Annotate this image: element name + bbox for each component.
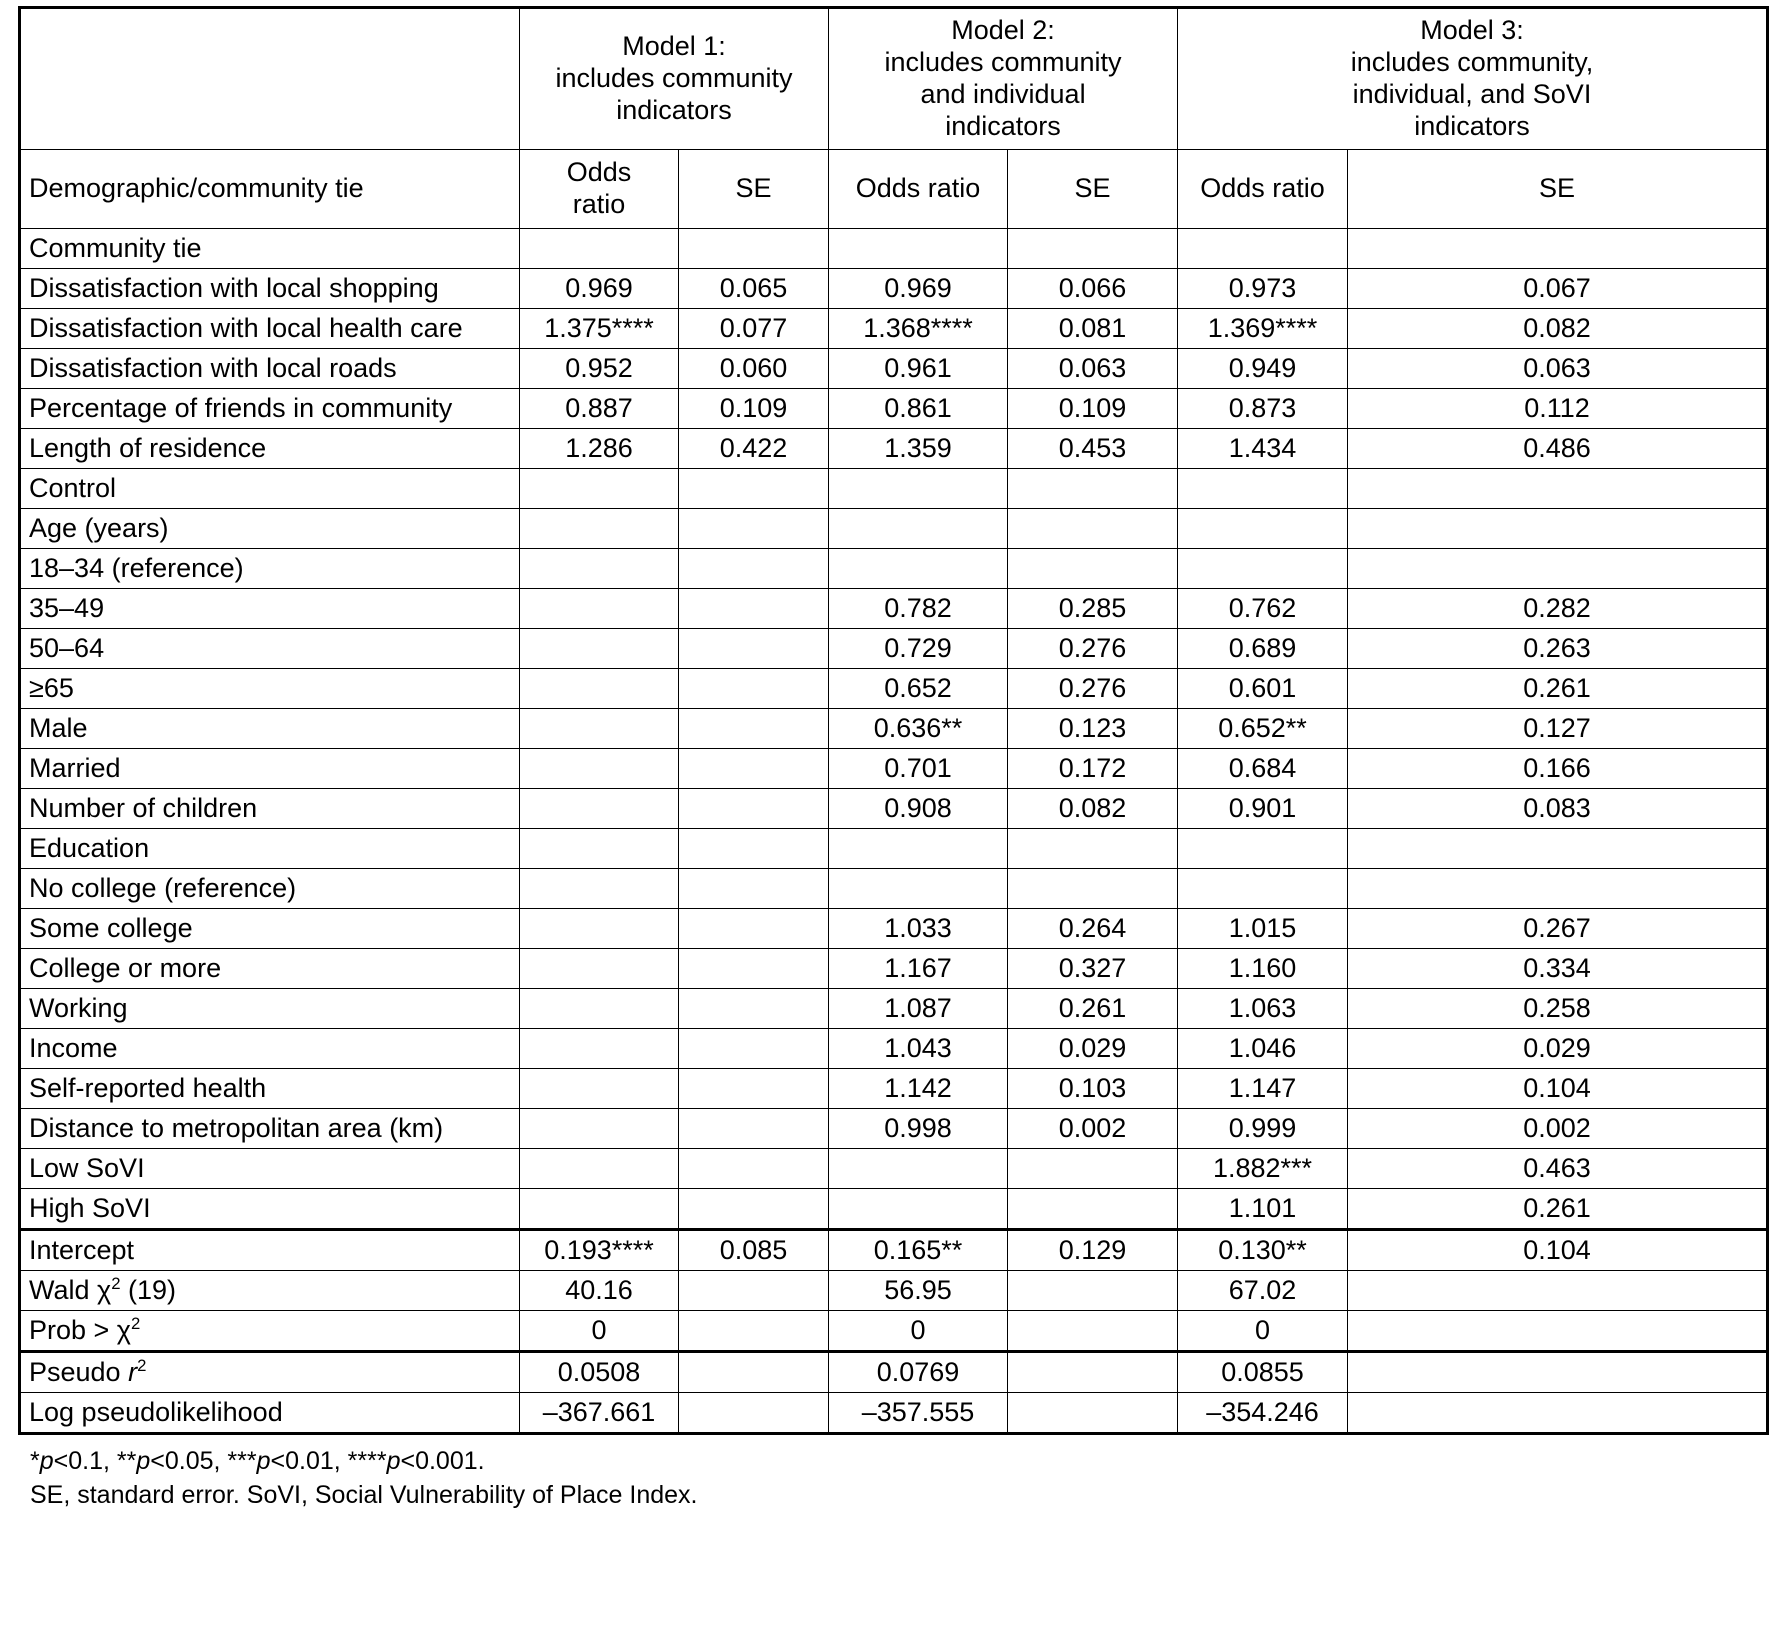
- cell-value: [520, 709, 679, 749]
- cell-value: 0.166: [1348, 749, 1768, 789]
- cell-value: [679, 1352, 829, 1393]
- cell-value: 0.276: [1008, 669, 1178, 709]
- row-label: Length of residence: [20, 429, 520, 469]
- cell-value: [679, 589, 829, 629]
- cell-value: 1.147: [1178, 1069, 1348, 1109]
- cell-value: [679, 509, 829, 549]
- row-label: 35–49: [20, 589, 520, 629]
- cell-value: [1008, 1149, 1178, 1189]
- cell-value: [520, 789, 679, 829]
- cell-value: [1008, 509, 1178, 549]
- row-label: Some college: [20, 909, 520, 949]
- cell-value: [1008, 1271, 1178, 1311]
- table-row: [20, 349, 1768, 389]
- cell-value: 0.267: [1348, 909, 1768, 949]
- table-row: [20, 1311, 1768, 1352]
- cell-value: [679, 1109, 829, 1149]
- cell-value: [679, 1271, 829, 1311]
- cell-value: [829, 549, 1008, 589]
- cell-value: 0.029: [1008, 1029, 1178, 1069]
- cell-value: [520, 829, 679, 869]
- row-label: Male: [20, 709, 520, 749]
- subheader-row: [20, 150, 1768, 229]
- cell-value: 1.063: [1178, 989, 1348, 1029]
- cell-value: [679, 1189, 829, 1230]
- table-header: [20, 8, 1768, 229]
- row-label: No college (reference): [20, 869, 520, 909]
- table-row: [20, 1149, 1768, 1189]
- table-row: [20, 1352, 1768, 1393]
- cell-value: [520, 669, 679, 709]
- cell-value: 0.067: [1348, 269, 1768, 309]
- cell-value: 0.636**: [829, 709, 1008, 749]
- row-label: Percentage of friends in community: [20, 389, 520, 429]
- cell-value: 0.104: [1348, 1230, 1768, 1271]
- cell-value: 0.002: [1348, 1109, 1768, 1149]
- cell-value: 56.95: [829, 1271, 1008, 1311]
- model-3-header: Model 3: includes community, individual, and SoVI indicators: [1178, 8, 1768, 150]
- cell-value: [679, 949, 829, 989]
- cell-value: –357.555: [829, 1393, 1008, 1434]
- cell-value: 0.082: [1348, 309, 1768, 349]
- cell-value: [520, 469, 679, 509]
- table-row: [20, 989, 1768, 1029]
- cell-value: 0.193****: [520, 1230, 679, 1271]
- cell-value: [679, 469, 829, 509]
- cell-value: [679, 829, 829, 869]
- table-row: [20, 669, 1768, 709]
- cell-value: 0.689: [1178, 629, 1348, 669]
- cell-value: [829, 1149, 1008, 1189]
- row-label: 50–64: [20, 629, 520, 669]
- cell-value: [679, 1149, 829, 1189]
- row-label: Income: [20, 1029, 520, 1069]
- cell-value: [679, 1311, 829, 1352]
- row-label: Dissatisfaction with local roads: [20, 349, 520, 389]
- cell-value: 1.015: [1178, 909, 1348, 949]
- cell-value: –367.661: [520, 1393, 679, 1434]
- table-row: [20, 1109, 1768, 1149]
- cell-value: 0.065: [679, 269, 829, 309]
- cell-value: 0.285: [1008, 589, 1178, 629]
- cell-value: 1.375****: [520, 309, 679, 349]
- cell-value: [1008, 869, 1178, 909]
- cell-value: 0.258: [1348, 989, 1768, 1029]
- cell-value: [1008, 229, 1178, 269]
- footnote-significance: *p<0.1, **p<0.05, ***p<0.01, ****p<0.001.: [30, 1447, 485, 1475]
- cell-value: 0.453: [1008, 429, 1178, 469]
- cell-value: [829, 869, 1008, 909]
- row-label: Number of children: [20, 789, 520, 829]
- model-header-row: [20, 8, 1768, 150]
- row-label: Dissatisfaction with local shopping: [20, 269, 520, 309]
- cell-value: [1348, 1311, 1768, 1352]
- model-1-header: Model 1: includes community indicators: [520, 8, 829, 150]
- cell-value: 0.276: [1008, 629, 1178, 669]
- table-row: [20, 1069, 1768, 1109]
- cell-value: [1178, 869, 1348, 909]
- row-label: Self-reported health: [20, 1069, 520, 1109]
- cell-value: 0.327: [1008, 949, 1178, 989]
- cell-value: [1348, 829, 1768, 869]
- cell-value: [1348, 469, 1768, 509]
- cell-value: 0.782: [829, 589, 1008, 629]
- cell-value: [679, 709, 829, 749]
- cell-value: 0.066: [1008, 269, 1178, 309]
- cell-value: [829, 469, 1008, 509]
- row-label: Dissatisfaction with local health care: [20, 309, 520, 349]
- row-label: Working: [20, 989, 520, 1029]
- cell-value: [679, 909, 829, 949]
- row-label: Control: [20, 469, 520, 509]
- cell-value: 1.046: [1178, 1029, 1348, 1069]
- cell-value: 40.16: [520, 1271, 679, 1311]
- cell-value: 0.969: [520, 269, 679, 309]
- cell-value: 1.369****: [1178, 309, 1348, 349]
- table-row: [20, 909, 1768, 949]
- cell-value: [679, 989, 829, 1029]
- row-label: ≥65: [20, 669, 520, 709]
- cell-value: [679, 229, 829, 269]
- table-row: [20, 589, 1768, 629]
- cell-value: [1008, 549, 1178, 589]
- cell-value: 0.282: [1348, 589, 1768, 629]
- cell-value: 0.961: [829, 349, 1008, 389]
- cell-value: 0: [520, 1311, 679, 1352]
- cell-value: 0.0855: [1178, 1352, 1348, 1393]
- table-row: [20, 1271, 1768, 1311]
- cell-value: [520, 589, 679, 629]
- cell-value: [1348, 549, 1768, 589]
- cell-value: 0.112: [1348, 389, 1768, 429]
- cell-value: [520, 1069, 679, 1109]
- header-corner-blank: [20, 8, 520, 150]
- cell-value: [1348, 509, 1768, 549]
- cell-value: 0.081: [1008, 309, 1178, 349]
- cell-value: 0.063: [1008, 349, 1178, 389]
- cell-value: [829, 509, 1008, 549]
- cell-value: –354.246: [1178, 1393, 1348, 1434]
- cell-value: 0.060: [679, 349, 829, 389]
- cell-value: 1.359: [829, 429, 1008, 469]
- cell-value: 1.368****: [829, 309, 1008, 349]
- table-row: [20, 629, 1768, 669]
- cell-value: 0.334: [1348, 949, 1768, 989]
- cell-value: [520, 1149, 679, 1189]
- cell-value: 1.142: [829, 1069, 1008, 1109]
- cell-value: 0.949: [1178, 349, 1348, 389]
- cell-value: 0.104: [1348, 1069, 1768, 1109]
- row-label: Log pseudolikelihood: [20, 1393, 520, 1434]
- cell-value: 0.762: [1178, 589, 1348, 629]
- cell-value: 0.952: [520, 349, 679, 389]
- cell-value: 0.127: [1348, 709, 1768, 749]
- table-row: [20, 829, 1768, 869]
- cell-value: [1008, 1393, 1178, 1434]
- cell-value: 0.901: [1178, 789, 1348, 829]
- row-label: 18–34 (reference): [20, 549, 520, 589]
- cell-value: 0.129: [1008, 1230, 1178, 1271]
- cell-value: 1.286: [520, 429, 679, 469]
- cell-value: 0.0508: [520, 1352, 679, 1393]
- cell-value: 1.043: [829, 1029, 1008, 1069]
- table-row: [20, 309, 1768, 349]
- cell-value: [520, 989, 679, 1029]
- m3-odds-ratio-header: Odds ratio: [1178, 150, 1348, 229]
- cell-value: 0.861: [829, 389, 1008, 429]
- cell-value: [520, 869, 679, 909]
- cell-value: 0.109: [1008, 389, 1178, 429]
- table-row: [20, 549, 1768, 589]
- cell-value: 0.463: [1348, 1149, 1768, 1189]
- cell-value: [520, 1109, 679, 1149]
- m3-se-header: SE: [1348, 150, 1768, 229]
- cell-value: 0.264: [1008, 909, 1178, 949]
- table-footnotes: [18, 1445, 1766, 1512]
- cell-value: [1178, 229, 1348, 269]
- cell-value: [1008, 1352, 1178, 1393]
- cell-value: 0.684: [1178, 749, 1348, 789]
- cell-value: 0: [829, 1311, 1008, 1352]
- cell-value: [679, 789, 829, 829]
- cell-value: [679, 1029, 829, 1069]
- m1-se-header: SE: [679, 150, 829, 229]
- table-row: [20, 469, 1768, 509]
- cell-value: 0.652**: [1178, 709, 1348, 749]
- cell-value: [520, 1029, 679, 1069]
- cell-value: 0.083: [1348, 789, 1768, 829]
- cell-value: 1.101: [1178, 1189, 1348, 1230]
- table-row: [20, 269, 1768, 309]
- cell-value: 0.908: [829, 789, 1008, 829]
- table-row: [20, 869, 1768, 909]
- cell-value: [520, 229, 679, 269]
- cell-value: [1178, 829, 1348, 869]
- cell-value: [679, 629, 829, 669]
- cell-value: [520, 909, 679, 949]
- cell-value: [1178, 509, 1348, 549]
- regression-results-table: [18, 6, 1769, 1435]
- cell-value: [679, 869, 829, 909]
- cell-value: [1008, 469, 1178, 509]
- cell-value: 0.130**: [1178, 1230, 1348, 1271]
- cell-value: [1348, 1352, 1768, 1393]
- cell-value: 0.263: [1348, 629, 1768, 669]
- cell-value: 1.434: [1178, 429, 1348, 469]
- cell-value: 1.882***: [1178, 1149, 1348, 1189]
- table-row: [20, 949, 1768, 989]
- row-label: Married: [20, 749, 520, 789]
- m1-odds-ratio-header: Odds ratio: [520, 150, 679, 229]
- cell-value: [679, 549, 829, 589]
- row-label: Distance to metropolitan area (km): [20, 1109, 520, 1149]
- cell-value: [679, 1069, 829, 1109]
- cell-value: 0.109: [679, 389, 829, 429]
- cell-value: [829, 829, 1008, 869]
- cell-value: 0.063: [1348, 349, 1768, 389]
- cell-value: 0.422: [679, 429, 829, 469]
- cell-value: 0.0769: [829, 1352, 1008, 1393]
- m2-se-header: SE: [1008, 150, 1178, 229]
- row-label: Community tie: [20, 229, 520, 269]
- cell-value: [829, 1189, 1008, 1230]
- cell-value: [1178, 469, 1348, 509]
- cell-value: 0.729: [829, 629, 1008, 669]
- model-2-header: Model 2: includes community and individual indicators: [829, 8, 1178, 150]
- table-row: [20, 1029, 1768, 1069]
- cell-value: [1348, 1393, 1768, 1434]
- cell-value: 0.601: [1178, 669, 1348, 709]
- cell-value: 0.103: [1008, 1069, 1178, 1109]
- cell-value: 0.123: [1008, 709, 1178, 749]
- row-label: Wald $\chi^2$ (19): [20, 1271, 520, 1311]
- table-row: [20, 1189, 1768, 1230]
- cell-value: 0.172: [1008, 749, 1178, 789]
- cell-value: 0.261: [1348, 669, 1768, 709]
- table-row: [20, 789, 1768, 829]
- cell-value: 1.087: [829, 989, 1008, 1029]
- cell-value: [679, 1393, 829, 1434]
- cell-value: 0.261: [1348, 1189, 1768, 1230]
- cell-value: [1008, 1311, 1178, 1352]
- cell-value: 0.887: [520, 389, 679, 429]
- cell-value: 0.077: [679, 309, 829, 349]
- cell-value: [1178, 549, 1348, 589]
- cell-value: 0.082: [1008, 789, 1178, 829]
- row-label: Age (years): [20, 509, 520, 549]
- table-row: [20, 389, 1768, 429]
- cell-value: 0.998: [829, 1109, 1008, 1149]
- cell-value: 0.029: [1348, 1029, 1768, 1069]
- cell-value: [679, 749, 829, 789]
- cell-value: 0.999: [1178, 1109, 1348, 1149]
- row-label: High SoVI: [20, 1189, 520, 1230]
- row-label: Prob > $\chi^2$: [20, 1311, 520, 1352]
- row-label: Education: [20, 829, 520, 869]
- cell-value: 0: [1178, 1311, 1348, 1352]
- row-label: College or more: [20, 949, 520, 989]
- cell-value: 0.969: [829, 269, 1008, 309]
- table-row: [20, 1230, 1768, 1271]
- cell-value: 0.486: [1348, 429, 1768, 469]
- cell-value: [520, 749, 679, 789]
- cell-value: 0.652: [829, 669, 1008, 709]
- table-row: [20, 1393, 1768, 1434]
- table-row: [20, 749, 1768, 789]
- cell-value: 67.02: [1178, 1271, 1348, 1311]
- cell-value: [520, 1189, 679, 1230]
- cell-value: [1348, 229, 1768, 269]
- cell-value: [679, 669, 829, 709]
- cell-value: 1.033: [829, 909, 1008, 949]
- row-label: Low SoVI: [20, 1149, 520, 1189]
- row-label: Intercept: [20, 1230, 520, 1271]
- cell-value: 0.701: [829, 749, 1008, 789]
- cell-value: 0.165**: [829, 1230, 1008, 1271]
- cell-value: 0.873: [1178, 389, 1348, 429]
- cell-value: [520, 629, 679, 669]
- cell-value: 0.261: [1008, 989, 1178, 1029]
- cell-value: 1.160: [1178, 949, 1348, 989]
- table-row: [20, 709, 1768, 749]
- table-row: [20, 429, 1768, 469]
- cell-value: [520, 549, 679, 589]
- table-body: [20, 229, 1768, 1434]
- table-row: [20, 509, 1768, 549]
- cell-value: [1008, 1189, 1178, 1230]
- m2-odds-ratio-header: Odds ratio: [829, 150, 1008, 229]
- cell-value: 0.973: [1178, 269, 1348, 309]
- cell-value: [1348, 1271, 1768, 1311]
- cell-value: 1.167: [829, 949, 1008, 989]
- cell-value: 0.002: [1008, 1109, 1178, 1149]
- row-label-header: Demographic/community tie: [20, 150, 520, 229]
- row-label: Pseudo $r^2$: [20, 1352, 520, 1393]
- cell-value: 0.085: [679, 1230, 829, 1271]
- cell-value: [1008, 829, 1178, 869]
- cell-value: [829, 229, 1008, 269]
- cell-value: [520, 509, 679, 549]
- table-row: [20, 229, 1768, 269]
- footnote-abbreviations: SE, standard error. SoVI, Social Vulnerability of Place Index.: [30, 1480, 698, 1509]
- cell-value: [1348, 869, 1768, 909]
- cell-value: [520, 949, 679, 989]
